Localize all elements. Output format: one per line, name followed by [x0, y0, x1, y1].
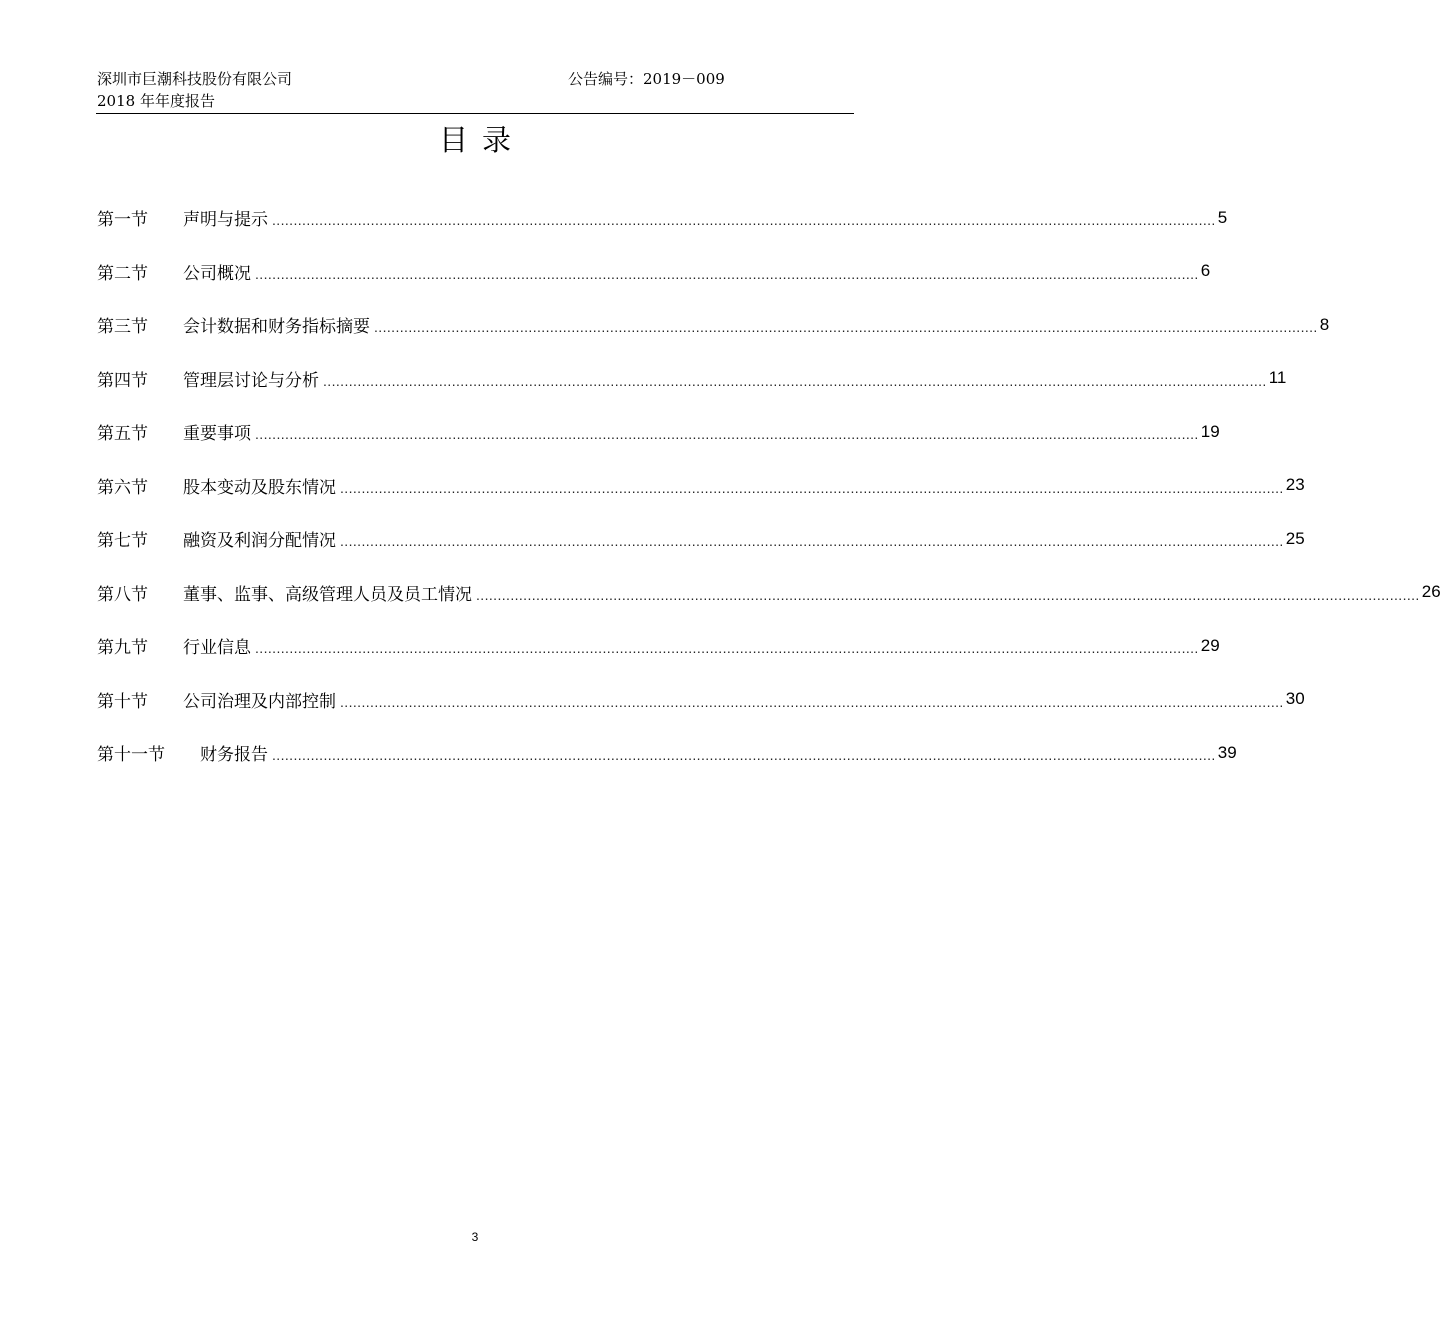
toc-section-title: 公司概况: [183, 263, 251, 284]
toc-section-title: 股本变动及股东情况: [183, 477, 336, 498]
toc-section-title: 融资及利润分配情况: [183, 531, 336, 552]
toc-section-title: 财务报告: [200, 745, 268, 766]
toc-page-number: 30: [1285, 689, 1305, 709]
toc-entry[interactable]: [97, 673, 1305, 727]
toc-page-number: 19: [1200, 421, 1220, 441]
toc-dot-leader: ............................................................................................................................................................................................................................: [374, 319, 1318, 336]
toc-entry[interactable]: [97, 566, 1441, 620]
toc-dot-leader: ............................................................................................................................................................................................................................: [255, 265, 1199, 282]
toc-entry[interactable]: [97, 352, 1287, 406]
toc-section-number: 第十节: [97, 691, 148, 712]
toc-section-title: 董事、监事、高级管理人员及员工情况: [183, 584, 472, 605]
toc-section-title: 重要事项: [183, 424, 251, 445]
toc-section-number: 第三节: [97, 317, 148, 338]
toc-dot-leader: ............................................................................................................................................................................................................................: [340, 479, 1284, 496]
toc-page-number: 25: [1285, 528, 1305, 548]
toc-dot-leader: ............................................................................................................................................................................................................................: [272, 747, 1216, 764]
toc-dot-leader: ............................................................................................................................................................................................................................: [340, 533, 1284, 550]
toc-section-title: 行业信息: [183, 638, 251, 659]
header-divider: [96, 113, 854, 114]
toc-entry[interactable]: [97, 619, 1220, 673]
toc-section-number: 第七节: [97, 531, 148, 552]
toc-entry[interactable]: [97, 512, 1305, 566]
toc-dot-leader: ............................................................................................................................................................................................................................: [255, 426, 1199, 443]
table-of-contents: [97, 191, 1441, 780]
report-name: 2018 年年度报告: [97, 92, 215, 110]
toc-entry[interactable]: [97, 245, 1211, 299]
toc-section-number: 第九节: [97, 638, 148, 659]
toc-dot-leader: ............................................................................................................................................................................................................................: [323, 372, 1267, 389]
page-number: 3: [471, 1230, 479, 1244]
company-name: 深圳市巨潮科技股份有限公司: [97, 70, 293, 88]
toc-entry[interactable]: [97, 405, 1220, 459]
toc-section-number: 第六节: [97, 477, 148, 498]
toc-section-number: 第一节: [97, 210, 148, 231]
toc-section-title: 会计数据和财务指标摘要: [183, 317, 370, 338]
toc-page-number: 8: [1319, 314, 1330, 334]
toc-section-title: 声明与提示: [183, 210, 268, 231]
announcement-number: 公告编号：2019－009: [568, 70, 725, 88]
page-header-left: [97, 68, 292, 112]
toc-dot-leader: ............................................................................................................................................................................................................................: [340, 693, 1284, 710]
toc-entry[interactable]: [97, 726, 1237, 780]
toc-page-number: 11: [1268, 368, 1287, 388]
toc-section-number: 第四节: [97, 370, 148, 391]
toc-page-number: 5: [1217, 207, 1228, 227]
toc-section-title: 公司治理及内部控制: [183, 691, 336, 712]
toc-page-number: 29: [1200, 635, 1220, 655]
toc-dot-leader: ............................................................................................................................................................................................................................: [476, 586, 1420, 603]
toc-entry[interactable]: [97, 191, 1228, 245]
toc-section-number: 第八节: [97, 584, 148, 605]
toc-dot-leader: ............................................................................................................................................................................................................................: [272, 212, 1216, 229]
toc-section-number: 第十一节: [97, 745, 165, 766]
toc-section-number: 第二节: [97, 263, 148, 284]
toc-entry[interactable]: [97, 459, 1305, 513]
toc-page-number: 6: [1200, 261, 1211, 281]
toc-page-number: 39: [1217, 742, 1237, 762]
toc-section-title: 管理层讨论与分析: [183, 370, 319, 391]
toc-page-number: 23: [1285, 475, 1305, 495]
toc-dot-leader: ............................................................................................................................................................................................................................: [255, 640, 1199, 657]
toc-entry[interactable]: [97, 298, 1330, 352]
page-title: 目录: [438, 123, 525, 157]
toc-section-number: 第五节: [97, 424, 148, 445]
toc-page-number: 26: [1421, 582, 1441, 602]
